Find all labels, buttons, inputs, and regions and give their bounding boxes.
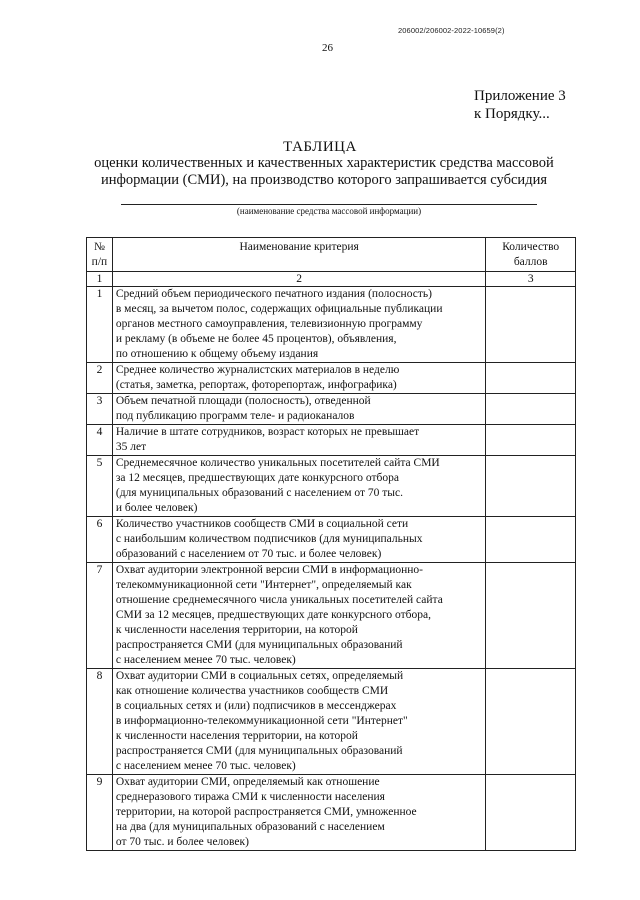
criterion-text-line: и рекламу (в объеме не более 45 процентов), объявления, [115,333,397,345]
criterion-name [112,363,486,394]
table-index-row [87,272,576,287]
criterion-number: 3 [87,394,113,425]
column-index-1: 1 [87,272,113,287]
table-row [87,425,576,456]
media-name-blank-line [121,204,537,205]
table-header-row [87,238,576,272]
column-header-number [87,238,113,272]
criterion-text-line: Средний объем периодического печатного издания (полосность) [115,288,432,300]
table-row [87,287,576,363]
subtitle-line-2: информации (СМИ), на производство которого запрашивается субсидия [101,172,547,188]
column-header-number-line-2: п/п [91,256,108,268]
score-input-cell[interactable] [486,775,576,851]
criterion-text-line: к численности населения территории, на которой [115,624,358,636]
score-input-cell[interactable] [486,363,576,394]
criterion-text-line: отношение среднемесячного числа уникальных посетителей сайта [115,594,443,606]
criterion-text-line: и более человек) [115,502,198,514]
page-number: 26 [322,42,333,54]
column-header-score [486,238,576,272]
appendix-line-1: Приложение 3 [474,88,566,104]
table-row [87,363,576,394]
criterion-text-line: Охват аудитории электронной версии СМИ в информационно- [115,564,424,576]
score-input-cell[interactable] [486,425,576,456]
page-title: ТАБЛИЦА [283,139,357,155]
criterion-text-line: Количество участников сообществ СМИ в социальной сети [115,518,409,530]
table-row [87,563,576,669]
criterion-text-line: Охват аудитории СМИ, определяемый как отношение [115,776,380,788]
column-header-criterion: Наименование критерия [112,238,486,272]
criterion-number: 7 [87,563,113,669]
criterion-name [112,669,486,775]
criterion-text-line: под публикацию программ теле- и радиоканалов [115,410,355,422]
score-input-cell[interactable] [486,394,576,425]
criterion-number: 8 [87,669,113,775]
criterion-name [112,517,486,563]
score-input-cell[interactable] [486,669,576,775]
criterion-number: 6 [87,517,113,563]
criterion-name [112,425,486,456]
criterion-text-line: территории, на которой распространяется СМИ, умноженное [115,806,417,818]
criterion-name [112,563,486,669]
criterion-text-line: (для муниципальных образований с населением от 70 тыс. [115,487,403,499]
criterion-text-line: распространяется СМИ (для муниципальных образований [115,639,403,651]
table-row [87,394,576,425]
table-row [87,517,576,563]
appendix-reference [474,87,566,123]
criterion-text-line: с населением менее 70 тыс. человек) [115,654,296,666]
table-row [87,775,576,851]
criterion-name [112,287,486,363]
criterion-number: 1 [87,287,113,363]
criterion-number: 9 [87,775,113,851]
criterion-text-line: Охват аудитории СМИ в социальных сетях, определяемый [115,670,404,682]
criterion-name [112,775,486,851]
criterion-text-line: органов местного самоуправления, телевизионную программу [115,318,423,330]
score-input-cell[interactable] [486,517,576,563]
criterion-number: 4 [87,425,113,456]
criterion-text-line: по отношению к общему объему издания [115,348,319,360]
criterion-text-line: (статья, заметка, репортаж, фоторепортаж, инфографика) [115,379,397,391]
document-id: 206002/206002-2022-10659(2) [398,26,505,35]
column-header-score-line-2: баллов [513,256,548,268]
criterion-text-line: в месяц, за вычетом полос, содержащих официальные публикации [115,303,443,315]
criterion-text-line: в социальных сетях и (или) подписчиков в мессенджерах [115,700,397,712]
criterion-text-line: на два (для муниципальных образований с населением [115,821,385,833]
score-input-cell[interactable] [486,456,576,517]
criterion-text-line: за 12 месяцев, предшествующих дате конкурсного отбора [115,472,400,484]
column-index-2: 2 [112,272,486,287]
criterion-text-line: СМИ за 12 месяцев, предшествующих дате конкурсного отбора, [115,609,431,621]
criterion-text-line: Среднемесячное количество уникальных посетителей сайта СМИ [115,457,440,469]
criterion-text-line: распространяется СМИ (для муниципальных образований [115,745,403,757]
criterion-text-line: Объем печатной площади (полосность), отведенной [115,395,371,407]
criterion-text-line: в информационно-телекоммуникационной сети "Интернет" [115,715,408,727]
page-subtitle [84,155,564,189]
media-name-caption: (наименование средства массовой информации) [236,206,422,216]
criterion-text-line: Наличие в штате сотрудников, возраст которых не превышает [115,426,420,438]
criterion-text-line: к численности населения территории, на которой [115,730,358,742]
criterion-text-line: от 70 тыс. и более человек) [115,836,249,848]
column-header-number-line-1: № [93,241,105,253]
criterion-text-line: с населением менее 70 тыс. человек) [115,760,296,772]
table-row [87,669,576,775]
column-index-3: 3 [486,272,576,287]
criterion-text-line: Среднее количество журналистских материалов в неделю [115,364,400,376]
criterion-name [112,394,486,425]
criterion-text-line: 35 лет [115,441,147,453]
criterion-number: 5 [87,456,113,517]
criterion-text-line: среднеразового тиража СМИ к численности населения [115,791,385,803]
table-row [87,456,576,517]
score-input-cell[interactable] [486,563,576,669]
subtitle-line-1: оценки количественных и качественных характеристик средства массовой [94,155,554,171]
criterion-text-line: образований с населением от 70 тыс. и более человек) [115,548,382,560]
criterion-text-line: телекоммуникационной сети "Интернет", определяемый как [115,579,412,591]
criterion-text-line: с наибольшим количеством подписчиков (для муниципальных [115,533,423,545]
column-header-score-line-1: Количество [502,241,560,253]
criterion-text-line: как отношение количества участников сообществ СМИ [115,685,389,697]
criterion-name [112,456,486,517]
score-input-cell[interactable] [486,287,576,363]
appendix-line-2: к Порядку... [474,106,550,122]
criteria-table [86,237,576,851]
criterion-number: 2 [87,363,113,394]
